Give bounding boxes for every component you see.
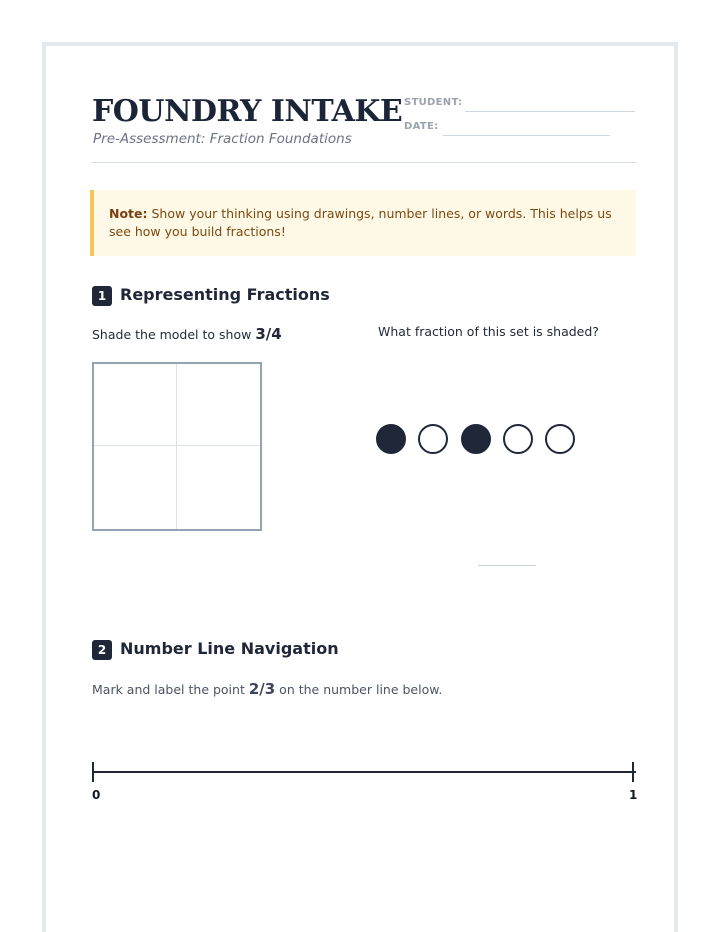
worksheet-page — [42, 42, 678, 932]
model-part-top-right[interactable] — [177, 364, 260, 446]
shade-model-prompt — [92, 325, 282, 343]
page-subtitle: Pre-Assessment: Fraction Foundations — [93, 131, 352, 147]
set-fraction-prompt: What fraction of this set is shaded? — [378, 324, 599, 339]
target-fraction: 2/3 — [248, 680, 276, 698]
student-label: STUDENT: — [404, 97, 463, 108]
set-circle-shaded — [461, 424, 491, 454]
section-2-heading — [92, 640, 392, 662]
student-name-field[interactable] — [465, 111, 635, 112]
number-line-end-label: 1 — [629, 788, 638, 802]
note-label: Note: — [109, 206, 148, 221]
section-number-badge: 2 — [92, 640, 112, 660]
set-circle-empty — [418, 424, 448, 454]
prompt-text: Shade the model to show — [92, 327, 256, 342]
instruction-note — [90, 190, 636, 256]
number-line-prompt — [92, 680, 442, 698]
set-circle-shaded — [376, 424, 406, 454]
date-label: DATE: — [404, 121, 439, 132]
prompt-text: Mark and label the point — [92, 682, 249, 697]
note-text: Show your thinking using drawings, number lines, or words. This helps us see how you build fractions! — [109, 206, 612, 239]
section-title: Representing Fractions — [120, 285, 330, 304]
section-title: Number Line Navigation — [120, 639, 339, 658]
prompt-text-end: on the number line below. — [275, 682, 443, 697]
section-1-heading — [92, 286, 392, 308]
set-circle-empty — [545, 424, 575, 454]
number-line-start-label: 0 — [92, 788, 101, 802]
fraction-area-model — [92, 362, 262, 531]
number-line-end-tick — [632, 762, 634, 782]
worksheet-header — [92, 94, 636, 164]
model-part-bottom-left[interactable] — [94, 446, 177, 529]
set-answer-blank[interactable] — [478, 565, 536, 566]
set-circle-empty — [503, 424, 533, 454]
number-line[interactable] — [92, 771, 636, 773]
model-part-top-left[interactable] — [94, 364, 177, 446]
header-divider — [92, 162, 636, 163]
page-title: FOUNDRY INTAKE — [92, 94, 403, 129]
date-field[interactable] — [443, 135, 610, 136]
model-part-bottom-right[interactable] — [177, 446, 260, 529]
target-fraction: 3/4 — [255, 325, 282, 343]
section-number-badge: 1 — [92, 286, 112, 306]
number-line-start-tick — [92, 762, 94, 782]
